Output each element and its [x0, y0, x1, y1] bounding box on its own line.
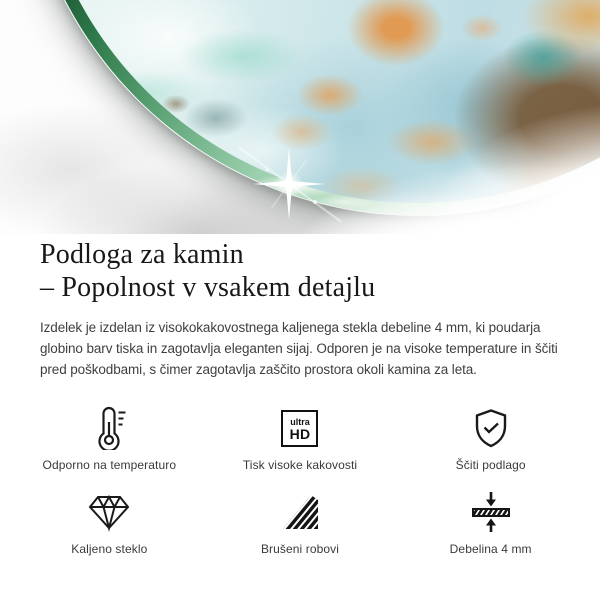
feature-item-thickness [395, 488, 586, 556]
page-title [40, 238, 560, 304]
product-image [0, 0, 600, 234]
feature-item-temperature [14, 404, 205, 472]
product-info-section [0, 234, 600, 556]
feature-label: Ščiti podlago [455, 458, 526, 472]
diamond-icon [87, 490, 131, 534]
thermometer-icon [87, 404, 131, 450]
product-description: Izdelek je izdelan iz visokokakovostnega kaljenega stekla debeline 4 mm, ki poudarja globino barv tiska in zagotavlja eleganten sijaj. Odporen je na visoke temperature in ščiti pred poškodbami, s čimer zagotavlja zaščito prostora okoli kamina za leta. [40, 320, 558, 377]
feature-item-polished-edges [205, 488, 396, 556]
feature-item-tempered-glass [14, 488, 205, 556]
feature-label: Kaljeno steklo [71, 542, 148, 556]
features-grid [14, 404, 586, 556]
page-title-line2: – Popolnost v vsakem detajlu [40, 272, 376, 303]
feature-label: Odporno na temperaturo [42, 458, 177, 472]
polished-edges-icon [278, 490, 322, 534]
feature-label: Brušeni robovi [260, 542, 340, 556]
shield-check-icon [469, 406, 513, 450]
feature-item-protects-surface [395, 404, 586, 472]
feature-item-print-quality [205, 404, 396, 472]
sparkle-icon [235, 130, 345, 234]
page-title-line1: Podloga za kamin [40, 239, 244, 270]
feature-label: Tisk visoke kakovosti [242, 458, 358, 472]
ultra-hd-icon: ultra HD [281, 410, 318, 447]
thickness-icon [469, 490, 513, 534]
feature-label: Debelina 4 mm [449, 542, 532, 556]
